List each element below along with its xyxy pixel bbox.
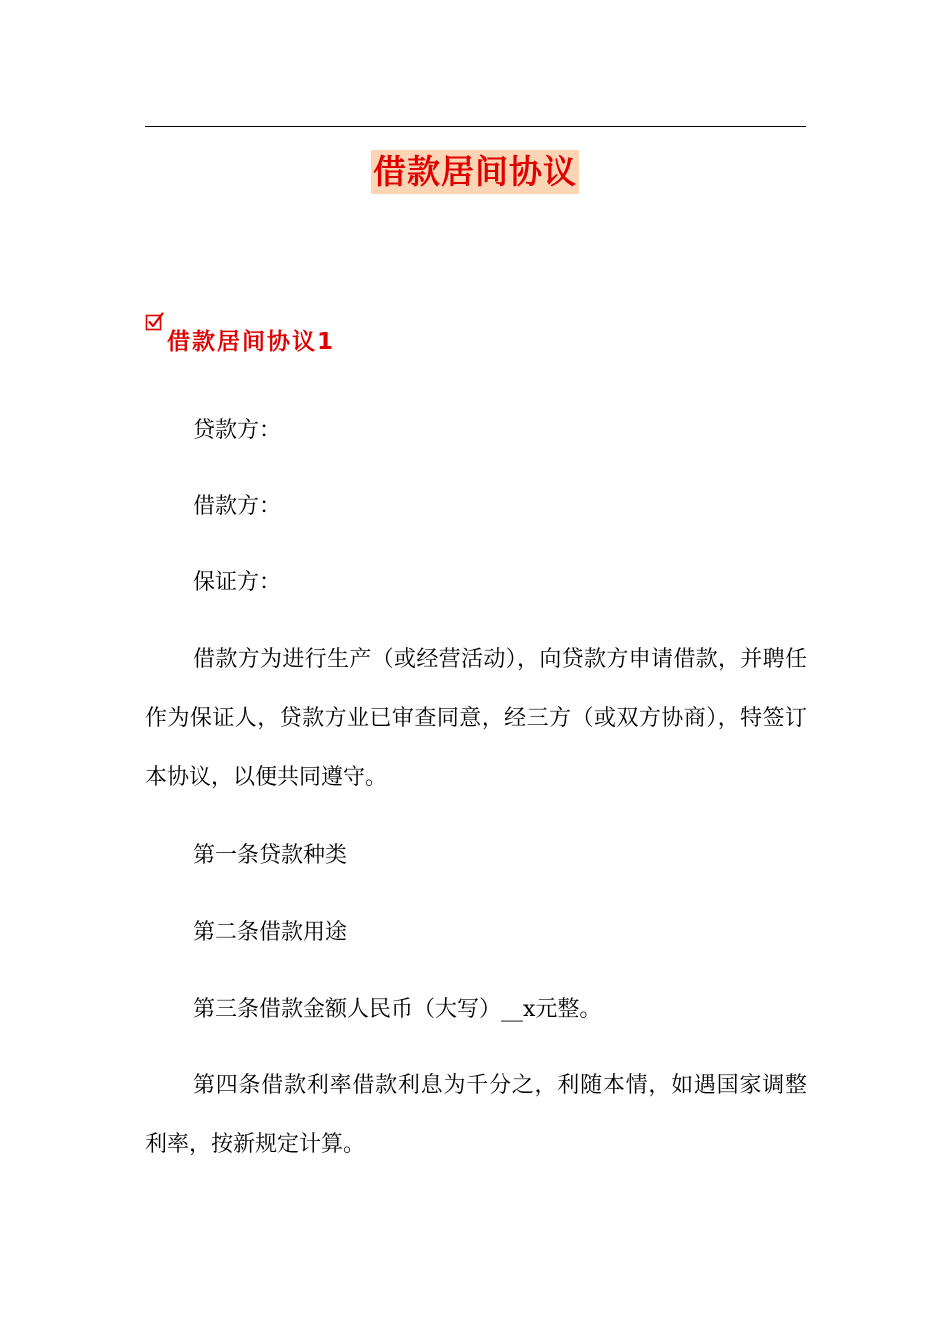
article-4: 第四条借款利率借款利息为千分之，利随本情，如遇国家调整利率，按新规定计算。: [145, 1073, 807, 1157]
lender-line: 贷款方：: [193, 418, 282, 443]
checkbox-checked-icon: [145, 312, 165, 332]
article-2: 第二条借款用途: [193, 920, 348, 945]
article-3: 第三条借款金额人民币（大写）__x元整。: [193, 997, 602, 1022]
document-title: [0, 150, 950, 194]
section-heading-text: 借款居间协议1: [167, 329, 336, 355]
document-title-text: 借款居间协议: [371, 150, 579, 194]
section-heading: [145, 312, 335, 356]
borrower-line: 借款方：: [193, 494, 282, 519]
header-rule: [145, 126, 806, 127]
guarantor-line: 保证方：: [193, 570, 282, 595]
preamble-paragraph: 借款方为进行生产（或经营活动），向贷款方申请借款，并聘任作为保证人，贷款方业已审查同意，经三方（或双方协商），特签订本协议，以便共同遵守。: [145, 647, 807, 790]
article-1: 第一条贷款种类: [193, 843, 348, 868]
